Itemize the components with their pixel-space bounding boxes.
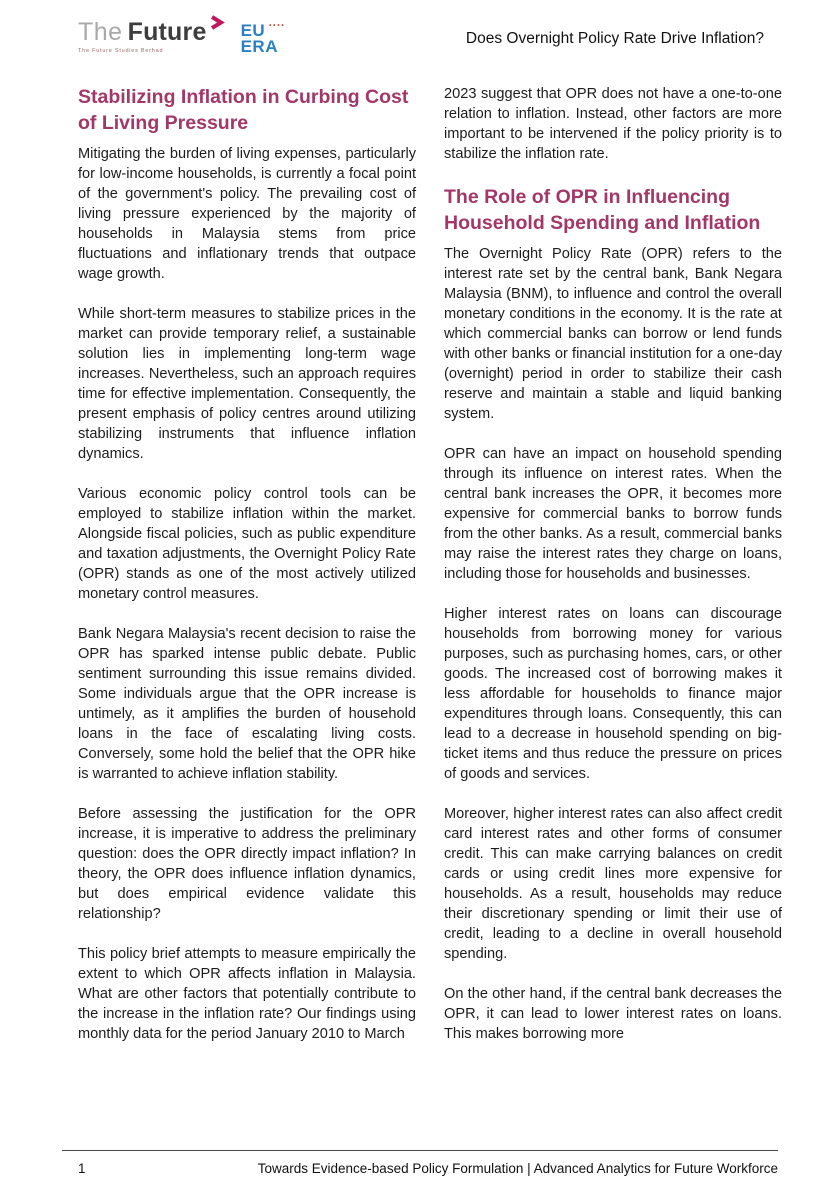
document-title: Does Overnight Policy Rate Drive Inflation? — [465, 30, 764, 47]
section-heading-role-of-opr: The Role of OPR in Influencing Household Spending and Inflation — [444, 186, 761, 234]
page-header — [78, 20, 764, 54]
euera-logo — [241, 20, 286, 54]
brand-tagline: The Future Studies Berhad — [78, 48, 164, 54]
paragraph: On the other hand, if the central bank decreases the OPR, it can lead to lower interest rates on loans. This makes borrowing more — [444, 986, 782, 1042]
paragraph: Higher interest rates on loans can discourage households from borrowing money for various purposes, such as purchasing homes, cars, or other goods. The increased cost of borrowing makes it less affordable for households to finance major expenditures through loans. Consequently, this can lead to a decrease in household spending on big-ticket items and thus reduce the pressure on prices of goods and services. — [444, 606, 782, 782]
paragraph: OPR can have an impact on household spending through its influence on interest rates. When the central bank increases the OPR, it becomes more expensive for commercial banks to borrow funds from the other banks. As a result, commercial banks may raise the interest rates they charge on loans, including those for households and businesses. — [444, 446, 782, 582]
era-text: ERA — [240, 36, 278, 56]
section-heading-stabilizing-inflation: Stabilizing Inflation in Curbing Cost of Living Pressure — [78, 86, 409, 134]
page-number: 1 — [78, 1161, 86, 1176]
paragraph: Mitigating the burden of living expenses, particularly for low-income households, is currently a focal point of the government's policy. The prevailing cost of living pressure experienced by the majority of households in Malaysia stems from price fluctuations and inflationary trends that outpace wage growth. — [78, 146, 416, 282]
eu-text: EU — [240, 21, 266, 40]
the-future-logo — [78, 20, 225, 54]
paragraph: While short-term measures to stabilize prices in the market can provide temporary relief, a sustainable solution lies in implementing long-term wage increases. Nevertheless, such an approach requires time for effective implementation. Consequently, the present emphasis of policy centres around utilizing stabilizing instruments that influence inflation dynamics. — [78, 306, 416, 462]
arrow-icon — [208, 11, 225, 36]
brand-the: The — [78, 18, 123, 46]
paragraph: Before assessing the justification for the OPR increase, it is imperative to address the preliminary question: does the OPR directly impact inflation? In theory, the OPR does influence inflation dynamics, but does empirical evidence validate this relationship? — [78, 806, 416, 922]
paragraph: 2023 suggest that OPR does not have a one-to-one relation to inflation. Instead, other factors are more important to be intervened if the policy priority is to stabilize the inflation rate. — [444, 86, 782, 162]
paragraph: Various economic policy control tools can be employed to stabilize inflation within the market. Alongside fiscal policies, such as public expenditure and taxation adjustments, the Overnight Policy Rate (OPR) stands as one of the most actively utilized monetary control measures. — [78, 486, 416, 602]
paragraph: Moreover, higher interest rates can also affect credit card interest rates and other forms of consumer credit. This can make carrying balances on credit cards or using credit lines more expensive for households. As a result, households may reduce their discretionary spending or limit their use of credit, leading to a decline in overall household spending. — [444, 806, 782, 962]
brand-logo — [78, 20, 286, 54]
left-column — [78, 84, 416, 1064]
logo-dots: •••• — [269, 23, 286, 29]
page-content — [78, 84, 782, 1064]
page-footer — [62, 1150, 778, 1176]
paragraph: Bank Negara Malaysia's recent decision to raise the OPR has sparked intense public debate. Public sentiment surrounding this issue remains divided. Some individuals argue that the OPR increase is untimely, as it amplifies the burden of household loans in the face of escalating living costs. Conversely, some hold the belief that the OPR hike is warranted to achieve inflation stability. — [78, 626, 416, 782]
paragraph: This policy brief attempts to measure empirically the extent to which OPR affects inflation in Malaysia. What are other factors that potentially contribute to the increase in the inflation rate? Our findings using monthly data for the period January 2010 to March — [78, 946, 416, 1042]
brand-wordmark — [78, 20, 225, 45]
paragraph: The Overnight Policy Rate (OPR) refers to the interest rate set by the central bank, Bank Negara Malaysia (BNM), to influence and control the overall monetary conditions in the economy. It is the rate at which commercial banks can borrow or lend funds with other banks or financial institution for a one-day (overnight) period in order to stabilize their cash reserve and maintain a stable and liquid banking system. — [444, 246, 782, 422]
right-column — [444, 84, 782, 1064]
brand-future: Future — [127, 18, 207, 46]
footer-text: Towards Evidence-based Policy Formulation | Advanced Analytics for Future Workforce — [257, 1161, 778, 1176]
